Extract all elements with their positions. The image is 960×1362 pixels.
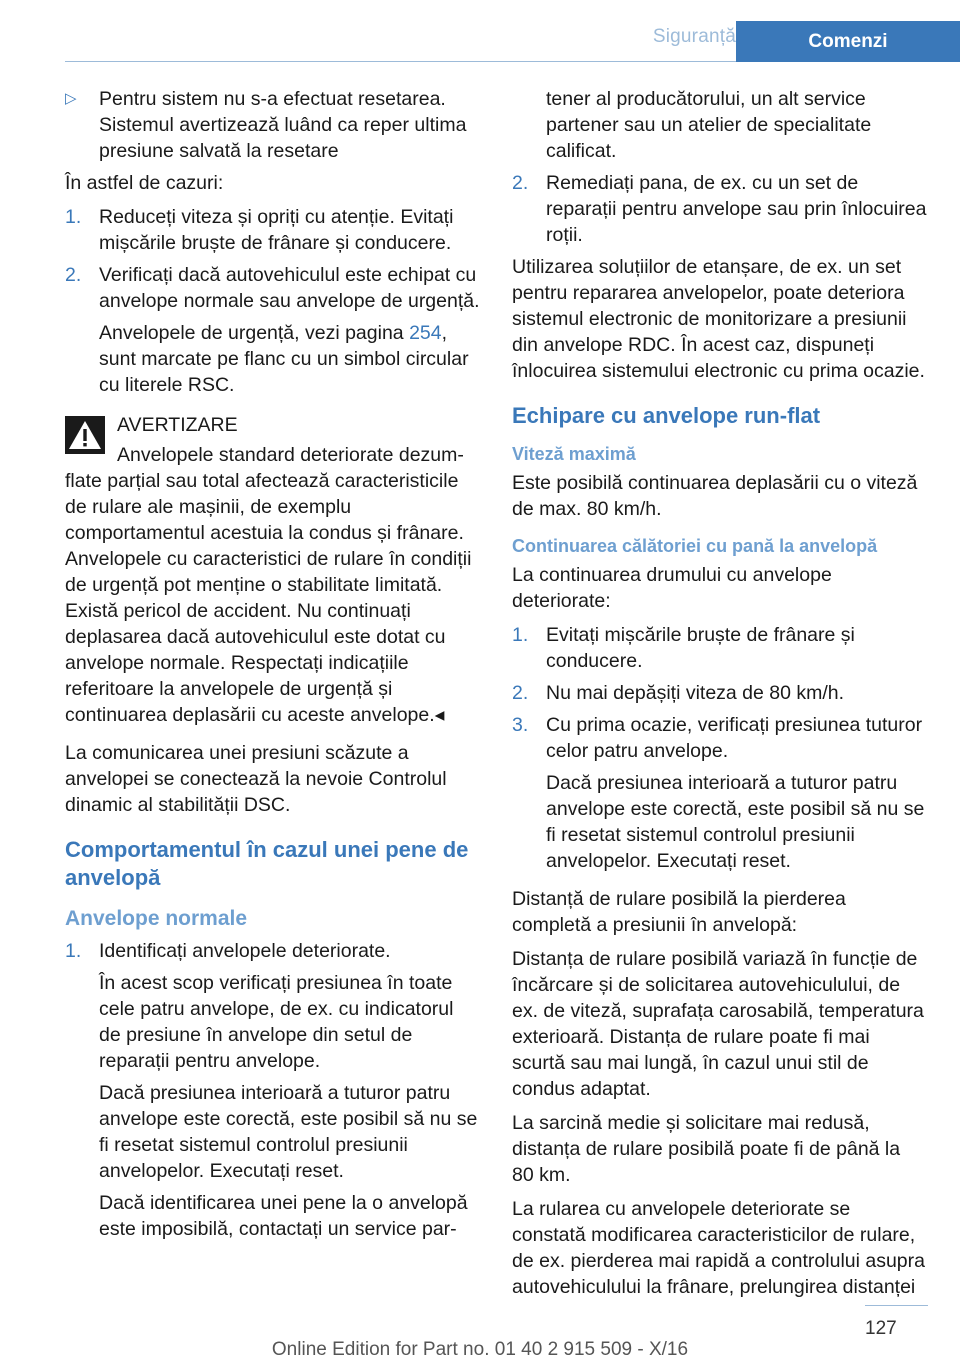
- list-note: Dacă presiunea interioară a tuturor patru anvelope este corectă, este posibil să nu se fi resetat sistemul controlul presiunii anvelopelor. Executați reset.: [99, 1082, 478, 1182]
- heading-continue: Continuarea călătoriei cu pană la anvelopă: [512, 536, 878, 556]
- medium-load-text: La sarcină medie și solicitare mai redusă, distanța de rulare posibilă poate fi de până la 80 km.: [512, 1112, 901, 1186]
- section-tab[interactable]: Siguranță: [652, 26, 736, 47]
- list-item: [65, 938, 480, 1248]
- list-text: tener al producătorului, un alt service partener sau un atelier de specialitate calificat.: [546, 88, 872, 162]
- list-item: [512, 86, 927, 164]
- page-link[interactable]: 254: [409, 322, 442, 344]
- list-text: Identificați anvelopele deteriorate.: [99, 940, 391, 962]
- damaged-text: La rularea cu anvelopele deteriorate se constată modificarea caracteristicilor de rulare, de ex. pierderea mai rapidă a controlului asupra autovehiculului la frânare, prelungirea distanței: [512, 1198, 925, 1298]
- list-item: [512, 170, 927, 248]
- list-number: 1.: [512, 624, 529, 646]
- list-note: Dacă identificarea unei pene la o anvelopă este imposibilă, contactați un service par-: [99, 1192, 468, 1240]
- speed-text: Este posibilă continuarea deplasării cu o viteză de max. 80 km/h.: [512, 472, 918, 520]
- bullet-item: [65, 86, 480, 164]
- list-text: Cu prima ocazie, verificați presiunea tuturor celor patru anvelope.: [546, 714, 923, 762]
- chapter-tab-active[interactable]: Comenzi: [736, 21, 960, 62]
- list-item: [512, 712, 927, 880]
- heading-normal-tires: Anvelope normale: [65, 907, 248, 930]
- heading-flat-tire: Comportamentul în cazul unei pene de anvelopă: [65, 837, 469, 890]
- warning-text: Anvelopele standard deteriorate dezum- flate parțial sau total afectează caracteristicile de rulare ale mașinii, de exemplu comportamentul acestuia la condus și frânare. Anvelopele cu caracteristici de rulare în condiții de urgență pot menține o stabilitate limitată. Există pericol de accident. Nu continuați deplasarea dacă autovehiculul este dotat cu anvelope normale. Respectați indicațiile referitoare la anvelopele de urgență și continuarea deplasării cu aceste anvelope.◂: [65, 444, 472, 726]
- list-item: [65, 204, 480, 256]
- list-note: În acest scop verificați presiunea în toate cele patru anvelope, de ex. cu indicatorul de presiune în anvelope din setul de reparații pentru anvelope.: [99, 972, 454, 1072]
- triangle-bullet-icon: ▷: [65, 90, 77, 107]
- intro-text: În astfel de cazuri:: [65, 172, 224, 194]
- edition-footer: Online Edition for Part no. 01 40 2 915 509 - X/16: [271, 1339, 689, 1360]
- sealant-text: Utilizarea soluțiilor de etanșare, de ex. un set pentru repararea anvelopelor, poate deteriora sistemul electronic de monitorizare a presiunii din anvelope RDC. În acest caz, dispuneți înlocuirea sistemului electronic cu prima ocazie.: [512, 256, 925, 382]
- list-note: Dacă presiunea interioară a tuturor patru anvelope este corectă, este posibil să nu se fi resetat sistemul controlul presiunii anvelopelor. Executați reset.: [546, 772, 925, 872]
- dsc-text: La comunicarea unei presiuni scăzute a anvelopei se conectează la nevoie Controlul dinamic al stabilității DSC.: [65, 742, 447, 816]
- list-number: 1.: [65, 940, 82, 962]
- list-text: Evitați mișcările bruște de frânare și conducere.: [546, 624, 855, 672]
- left-column: [65, 86, 480, 1254]
- list-number: 2.: [512, 172, 529, 194]
- heading-max-speed: Viteză maximă: [512, 444, 636, 464]
- warning-title: AVERTIZARE: [117, 414, 238, 436]
- list-text: Reduceți viteza și opriți cu atenție. Evitați mișcările bruște de frânare și conducere.: [99, 206, 454, 254]
- list-item: [512, 680, 927, 706]
- bullet-text: Pentru sistem nu s-a efectuat resetarea. Sistemul avertizează luând ca reper ultima presiune salvată la resetare: [99, 88, 467, 162]
- warning-box: [65, 412, 480, 728]
- list-text: Verificați dacă autovehiculul este echipat cu anvelope normale sau anvelope de urgență.: [99, 264, 480, 312]
- continue-intro: La continuarea drumului cu anvelope deteriorate:: [512, 564, 832, 612]
- list-text: Nu mai depășiți viteza de 80 km/h.: [546, 682, 845, 704]
- footer-rule: [865, 1305, 928, 1306]
- page-number: 127: [865, 1318, 897, 1339]
- list-number: 2.: [65, 264, 82, 286]
- list-item: [512, 622, 927, 674]
- page-header: [0, 0, 960, 62]
- heading-runflat: Echipare cu anvelope run-flat: [512, 403, 821, 428]
- list-item: [65, 262, 480, 404]
- header-rule: [65, 61, 736, 62]
- right-column: [512, 86, 927, 1308]
- list-number: 1.: [65, 206, 82, 228]
- distance-intro: Distanță de rulare posibilă la pierderea completă a presiunii în anvelopă:: [512, 888, 846, 936]
- list-text: Remediați pana, de ex. cu un set de reparații pentru anvelope sau prin înlocuirea roții.: [546, 172, 927, 246]
- list-number: 3.: [512, 714, 529, 736]
- warning-icon: [65, 416, 105, 454]
- list-number: 2.: [512, 682, 529, 704]
- distance-text: Distanța de rulare posibilă variază în funcție de încărcare și de solicitarea autovehiculului, de ex. de viteză, suprafața carosabilă, temperatura exterioară. Distanța de rulare poate fi mai scurtă sau mai lungă, în cazul unui stil de condus adaptat.: [512, 948, 924, 1100]
- list-note: Anvelopele de urgență, vezi pagina 254, sunt marcate pe flanc cu un simbol circular cu literele RSC.: [99, 322, 469, 396]
